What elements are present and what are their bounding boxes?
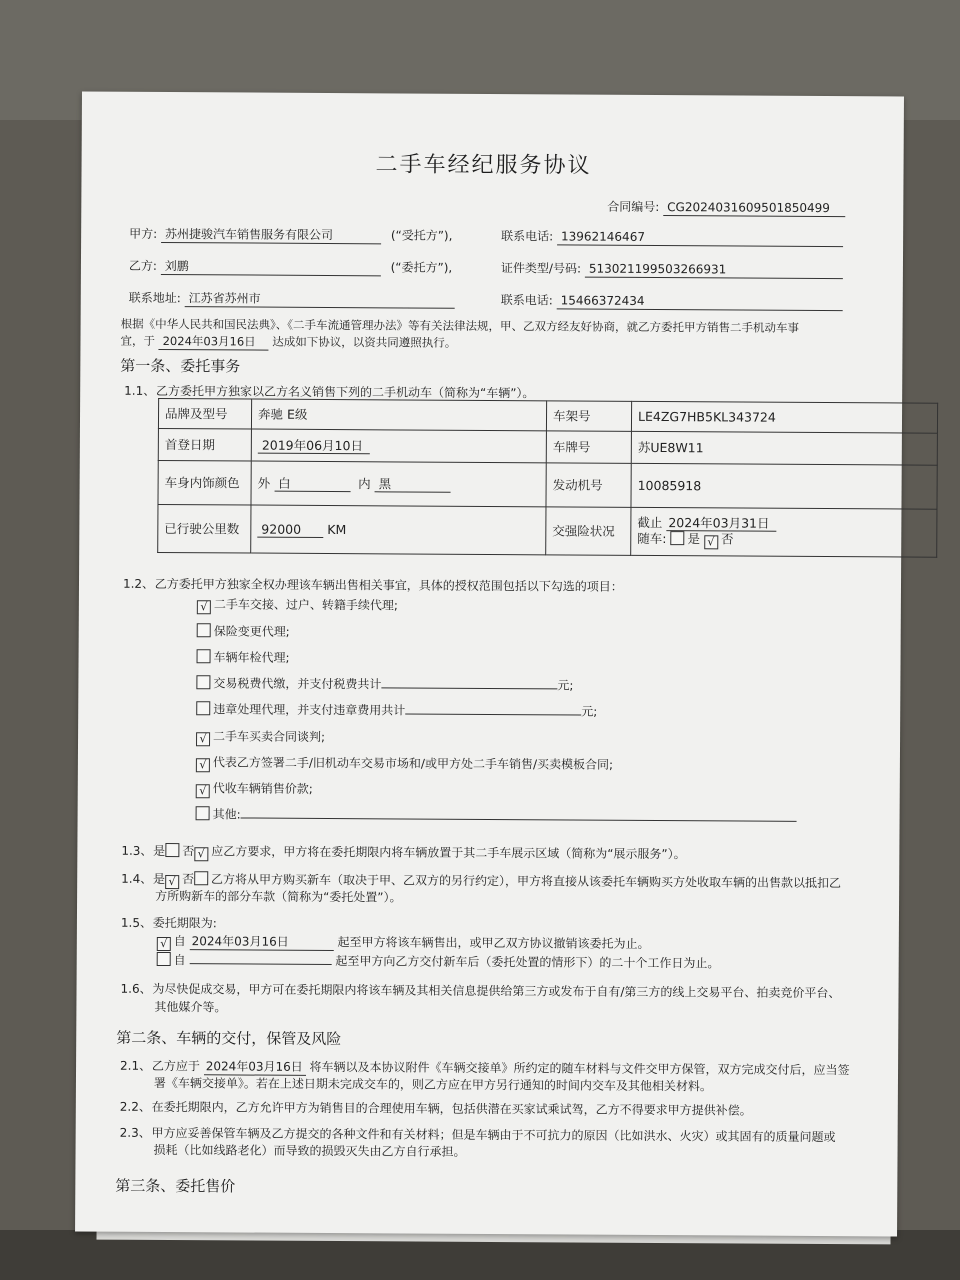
option-item: 违章处理代理，并支付违章费用共计 元; xyxy=(196,701,597,719)
mileage-cell: 92000 KM xyxy=(251,505,546,555)
option-checkbox[interactable]: √ xyxy=(196,732,210,746)
insurance-no-checkbox[interactable]: √ xyxy=(704,535,718,549)
vehicle-info-table xyxy=(157,398,938,558)
clause-2-3: 2.3、 甲方应妥善保管车辆及乙方提交的各种文件和有关材料；但是车辆由于不可抗力的原因（比如洪水、火灾）或其固有的质量问题或 xyxy=(119,1125,836,1145)
term-option-2: 自 起至甲方向乙方交付新车后（委托处置的情形下）的二十个工作日为止。 xyxy=(157,952,720,971)
clause-1-5: 1.5、 委托期限为: xyxy=(120,915,217,931)
insurance-cell: 截止 2024年03月31日 随车: 是 √ 否 xyxy=(631,507,937,557)
clause-2-2: 2.2、 在委托期限内，乙方允许甲方为销售目的合理使用车辆，包括供潜在买家试乘试驾，乙方不得要求甲方提供补偿。 xyxy=(119,1099,752,1118)
option-item: 交易税费代缴，并支付税费共计 元; xyxy=(196,675,573,693)
vin-label: 车架号 xyxy=(546,401,631,432)
option-item: √ 代表乙方签署二手/旧机动车交易市场和/或甲方处二手车销售/买卖模板合同; xyxy=(196,754,613,775)
term-option-2-checkbox[interactable] xyxy=(157,952,171,966)
option-item: √ 二手车交接、过户、转籍手续代理; xyxy=(197,596,398,615)
clause-1-1: 1.1、 乙方委托甲方独家以乙方名义销售下列的二手机动车（简称为“车辆”）。 xyxy=(124,383,535,401)
clause-2-1: 2.1、 乙方应于 2024年03月16日 将车辆以及本协议附件《车辆交接单》所约定的随车材料与文件交甲方保管，双方完成交付后，应当签 xyxy=(120,1058,850,1078)
plate-label: 车牌号 xyxy=(546,431,631,464)
option-item: √ 二手车买卖合同谈判; xyxy=(196,728,325,747)
clause-1-2: 1.2、 乙方委托甲方独家全权办理该车辆出售相关事宜，具体的授权范围包括以下勾选的项目： xyxy=(122,576,623,594)
violation-amount-field[interactable] xyxy=(405,713,581,715)
brand-label: 品牌及型号 xyxy=(158,398,251,429)
term-option-1: √ 自 2024年03月16日 起至甲方将该车辆售出，或甲乙双方协议撤销该委托为止。 xyxy=(157,933,650,954)
tax-amount-field[interactable] xyxy=(381,687,557,689)
color-cell: 外 白 内 黑 xyxy=(251,461,546,507)
table-row xyxy=(158,460,937,509)
address-value: 江苏省苏州市 xyxy=(185,290,455,309)
clause-1-4-cont: 方所购新车的部分车款（简称为“委托处置”）。 xyxy=(155,888,402,905)
party-a-name: 苏州捷骏汽车销售服务有限公司 xyxy=(161,226,381,244)
display-yes-checkbox[interactable] xyxy=(165,843,179,857)
term-start-date: 2024年03月16日 xyxy=(190,933,334,951)
article-1-heading: 第一条、委托事务 xyxy=(120,356,241,376)
option-checkbox[interactable]: √ xyxy=(196,758,210,772)
interior-color: 黑 xyxy=(375,476,451,492)
option-checkbox[interactable]: √ xyxy=(197,600,211,614)
option-item: √ 代收车辆销售价款; xyxy=(196,780,313,799)
brand-value: 奔驰 E级 xyxy=(251,399,546,431)
article-2-heading: 第二条、车辆的交付，保管及风险 xyxy=(116,1028,342,1049)
option-checkbox[interactable] xyxy=(196,701,210,715)
preamble-line-2: 宜，于 2024年03月16日 达成如下协议，以资共同遵照执行。 xyxy=(120,333,457,350)
party-b-row: 乙方: 刘鹏 (“委托方”), xyxy=(128,258,453,275)
clause-1-6: 1.6、 为尽快促成交易，甲方可在委托期限内将该车辆及其相关信息提供给第三方或发布于自有/第三方的线上交易平台、拍卖竞价平台、 xyxy=(120,981,841,1001)
newcar-yes-checkbox[interactable]: √ xyxy=(165,875,179,889)
term-option-1-checkbox[interactable]: √ xyxy=(157,937,171,951)
party-a-phone-row: 联系电话: 13962146467 xyxy=(501,228,843,247)
insurance-label: 交强险状况 xyxy=(546,507,631,556)
clause-2-3-cont: 损耗（比如线路老化）而导致的损毁灭失由乙方自行承担。 xyxy=(153,1142,466,1159)
option-checkbox[interactable] xyxy=(197,649,211,663)
clause-1-4: 1.4、 是 √ 否 乙方将从甲方购买新车（取决于甲、乙双方的另行约定），甲方将直接从该委托车辆购买方处收取车辆的出售款以抵扣乙 xyxy=(121,871,842,891)
option-checkbox[interactable]: √ xyxy=(196,784,210,798)
option-item: 保险变更代理; xyxy=(197,623,290,640)
table-row xyxy=(158,428,937,465)
article-3-heading: 第三条、委托售价 xyxy=(115,1176,236,1196)
party-b-name: 刘鹏 xyxy=(161,258,381,276)
vin-value: LE4ZG7HB5KL343724 xyxy=(631,401,937,433)
delivery-date: 2024年03月16日 xyxy=(204,1058,306,1076)
table-row xyxy=(158,398,937,433)
reg-date-value: 2019年06月10日 xyxy=(258,437,370,454)
party-a-phone: 13962146467 xyxy=(557,228,843,247)
clause-2-1-cont: 署《车辆交接单》。若在上述日期未完成交车的，则乙方应在甲方另行通知的时间内交车及其他相关材料。 xyxy=(153,1075,713,1094)
newcar-no-checkbox[interactable] xyxy=(194,871,208,885)
insurance-yes-checkbox[interactable] xyxy=(670,531,684,545)
color-label: 车身内饰颜色 xyxy=(158,460,251,505)
clause-1-3: 1.3、 是 否 √ 应乙方要求，甲方将在委托期限内将车辆放置于其二手车展示区域（简称为“展示服务”）。 xyxy=(121,843,686,862)
party-b-id-row: 证件类型/号码: 513021199503266931 xyxy=(501,260,843,279)
table-row xyxy=(158,504,937,557)
mileage-label: 已行驶公里数 xyxy=(158,504,251,553)
preamble-line-1: 根据《中华人民共和国民法典》、《二手车流通管理办法》等有关法律法规，甲、乙双方经友好协商，就乙方委托甲方销售二手机动车事 xyxy=(120,316,800,335)
party-b-phone-row: 联系电话: 15466372434 xyxy=(501,292,843,311)
reg-date-label: 首登日期 xyxy=(158,428,251,461)
clause-1-6-cont: 其他媒介等。 xyxy=(154,999,227,1015)
contract-number: 合同编号: CG2024031609501850499 xyxy=(607,199,845,217)
party-a-row: 甲方: 苏州捷骏汽车销售服务有限公司 (“受托方”), xyxy=(129,226,453,243)
party-b-id: 513021199503266931 xyxy=(585,261,843,280)
option-item: 车辆年检代理; xyxy=(197,649,290,666)
plate-value: 苏UE8W11 xyxy=(631,431,937,465)
display-no-checkbox[interactable]: √ xyxy=(194,847,208,861)
insurance-until: 2024年03月31日 xyxy=(666,515,776,532)
address-row: 联系地址: 江苏省苏州市 xyxy=(129,290,455,309)
option-checkbox[interactable] xyxy=(196,675,210,689)
contract-page xyxy=(75,91,904,1236)
party-b-phone: 15466372434 xyxy=(557,292,843,311)
preamble-date: 2024年03月16日 xyxy=(159,333,269,351)
option-checkbox[interactable] xyxy=(197,623,211,637)
engine-label: 发动机号 xyxy=(546,463,631,508)
other-field[interactable] xyxy=(241,817,797,821)
contract-number-value: CG2024031609501850499 xyxy=(663,199,845,217)
option-item: 其他: xyxy=(196,806,797,826)
term-date-field[interactable] xyxy=(190,963,332,965)
reg-date-cell xyxy=(251,429,546,463)
option-checkbox[interactable] xyxy=(196,806,210,820)
mileage-value: 92000 xyxy=(257,521,323,537)
engine-value: 10085918 xyxy=(631,463,937,509)
page-title: 二手车经纪服务协议 xyxy=(375,152,592,179)
exterior-color: 白 xyxy=(274,475,350,491)
